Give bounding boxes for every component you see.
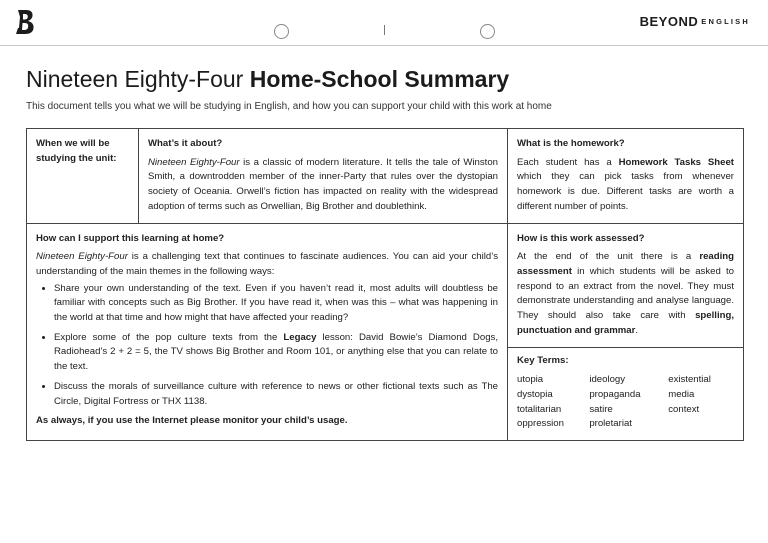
brand-logo: BEYOND $^{ENGLISH}$	[639, 14, 750, 29]
summary-table	[26, 128, 744, 441]
term	[668, 417, 734, 432]
term: propaganda	[589, 388, 641, 400]
center-mark	[384, 25, 385, 35]
punch-hole-right	[480, 24, 495, 39]
homework-cell	[508, 129, 744, 224]
term: media	[668, 388, 695, 400]
key-terms-row	[517, 417, 734, 432]
term: proletariat	[589, 418, 632, 430]
page-title: Nineteen Eighty-Four Home-School Summary	[26, 66, 510, 92]
support-bullet-2: • Explore some of the pop culture texts from the Legacy lesson: David Bowie’s Diamond Dogs, Radiohead’s 2 + 2 = 5, the TV shows Big Brother and Room 101, or anything else that you can relate to the text.	[54, 331, 498, 375]
support-intro: Nineteen Eighty-Four is a challenging text that continues to fascinate audiences. You can aid your child’s understanding of the main themes in the following ways:	[36, 251, 498, 277]
assessed-text: At the end of the unit there is a reading assessment in which students will be asked to respond to an extract from the novel. They must demonstrate understanding and analyse language. They should also take care with spelling, punctuation and grammar.	[517, 251, 734, 336]
key-terms-heading: Key Terms:	[517, 355, 569, 367]
support-heading: How can I support this learning at home?	[36, 232, 225, 244]
support-bullet-1: • Share your own understanding of the text. Even if you haven’t read it, most adults will doubtless be familiar with concepts such as Big Brother. If you have read it, when was this – what was happening in the world at that time and how might that have affected your reading?	[54, 282, 498, 326]
term: oppression	[517, 418, 564, 430]
assessed-heading: How is this work assessed?	[517, 232, 645, 244]
support-cell	[27, 223, 508, 440]
term: totalitarian	[517, 403, 562, 415]
homework-heading: What is the homework?	[517, 138, 625, 149]
about-heading: What’s it about?	[148, 138, 223, 149]
beyond-logo-icon	[14, 9, 36, 35]
support-closing: As always, if you use the Internet please monitor your child’s usage.	[36, 415, 348, 427]
support-list	[36, 282, 498, 410]
term: existential	[668, 374, 711, 386]
assessed-cell	[508, 223, 744, 440]
term: satire	[589, 403, 613, 415]
when-heading: When we will be studying the unit:	[36, 138, 117, 164]
term: context	[668, 403, 700, 415]
term: utopia	[517, 374, 544, 386]
key-terms-row	[517, 403, 734, 418]
key-terms-section	[508, 347, 743, 432]
key-terms-row	[517, 388, 734, 403]
support-bullet-3: • Discuss the morals of surveillance culture with reference to news or other fictional texts such as The Circle, Digital Fortress or THX 1138.	[54, 380, 498, 409]
punch-hole-left	[274, 24, 289, 39]
homework-text: Each student has a Homework Tasks Sheet which they can pick tasks from whenever homework is due. Different tasks are worth a different number of points.	[517, 156, 734, 212]
key-terms-list	[517, 373, 734, 432]
when-cell	[27, 129, 139, 224]
term: dystopia	[517, 388, 553, 400]
page-header	[0, 0, 768, 46]
intro-text: This document tells you what we will be studying in English, and how you can support your child with this work at home	[26, 101, 552, 112]
term: ideology	[589, 374, 626, 386]
key-terms-row	[517, 373, 734, 388]
about-text: Nineteen Eighty-Four is a classic of modern literature. It tells the tale of Winston Smith, a downtrodden member of the inner-Party that rules over the dystopian society of Oceania. Orwell’s fiction has impacted on reality with the widespread adoption of terms such as Orwellian, Big Brother and doublethink.	[148, 156, 498, 212]
about-cell	[139, 129, 508, 224]
